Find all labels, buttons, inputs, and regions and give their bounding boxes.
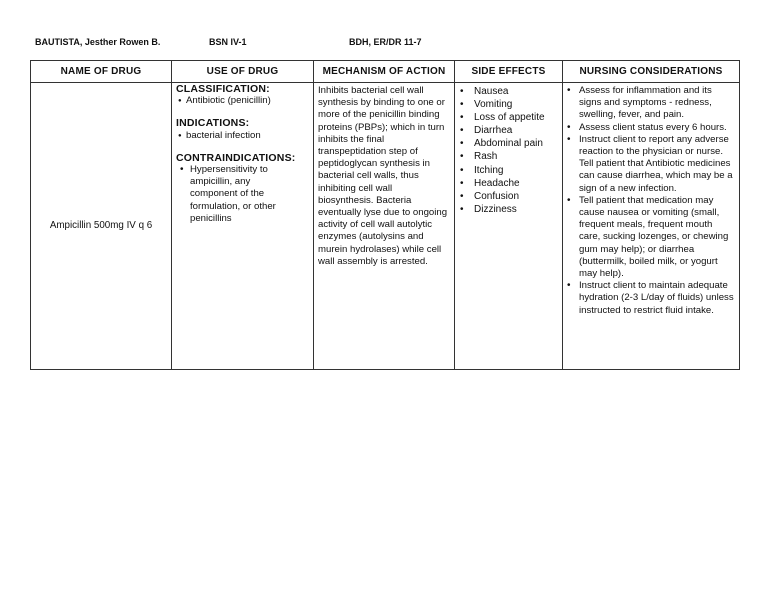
list-item: • Rash: [455, 150, 560, 163]
drug-study-table: [30, 60, 740, 370]
use-of-drug-cell: [172, 83, 314, 370]
side-effects-list: [455, 85, 560, 216]
list-item: • Itching: [455, 164, 560, 177]
list-item: • Headache: [455, 177, 560, 190]
hospital-unit: BDH, ER/DR 11-7: [349, 37, 422, 47]
list-item: • Loss of appetite: [455, 111, 560, 124]
list-item: • Vomiting: [455, 98, 560, 111]
drug-name-cell: [31, 83, 172, 370]
nursing-considerations-list: [565, 85, 735, 317]
list-item: • Dizziness: [455, 203, 560, 216]
list-item: • Confusion: [455, 190, 560, 203]
course-section: BSN IV-1: [209, 37, 247, 47]
list-item: • Instruct client to report any adverse reaction to the physician or nurse. Tell patient that Antibiotic medicines can cause diarrhea, which may be a sign of a new infection.: [565, 134, 735, 195]
mechanism-cell: [314, 83, 455, 370]
list-item: ● bacterial infection: [176, 130, 309, 142]
list-item: • Assess for inflammation and its signs and symptoms - redness, swelling, fever, and pain.: [565, 85, 735, 122]
col-header-use-of-drug: USE OF DRUG: [172, 61, 314, 83]
indications-list: [176, 130, 309, 142]
student-name: BAUTISTA, Jesther Rowen B.: [35, 37, 161, 47]
indications-label: INDICATIONS:: [176, 117, 250, 130]
mechanism-text: Inhibits bacterial cell wall synthesis by binding to one or more of the penicillin binding proteins (PBPs); which in turn inhibits the final transpeptidation step of peptidoglycan synthesis in bacterial cell walls, thus inhibiting cell wall biosynthesis. Bacteria eventually lyse due to ongoing activity of cell wall autolytic enzymes (autolysins and murein hydrolases) while cell wall assembly is arrested.: [318, 85, 448, 267]
list-item: • Assess client status every 6 hours.: [565, 122, 735, 134]
table-header-row: [31, 61, 740, 83]
classification-list: [176, 95, 309, 107]
list-item: • Hypersensitivity to ampicillin, any component of the formulation, or other penicillins: [176, 164, 309, 225]
side-effects-cell: [455, 83, 563, 370]
drug-name: Ampicillin 500mg IV q 6: [49, 219, 153, 231]
contraindications-list: [176, 164, 309, 225]
list-item: • Diarrhea: [455, 124, 560, 137]
list-item: • Abdominal pain: [455, 137, 560, 150]
col-header-name-of-drug: NAME OF DRUG: [31, 61, 172, 83]
col-header-nursing-considerations: NURSING CONSIDERATIONS: [563, 61, 740, 83]
list-item: • Nausea: [455, 85, 560, 98]
col-header-side-effects: SIDE EFFECTS: [455, 61, 563, 83]
table-row: [31, 83, 740, 370]
nursing-considerations-cell: [563, 83, 740, 370]
list-item: • Instruct client to maintain adequate hydration (2-3 L/day of fluids) unless instructed to restrict fluid intake.: [565, 280, 735, 317]
col-header-mechanism: MECHANISM OF ACTION: [314, 61, 455, 83]
contraindications-label: CONTRAINDICATIONS:: [176, 151, 296, 164]
classification-label: CLASSIFICATION:: [176, 83, 270, 95]
list-item: • Tell patient that medication may cause nausea or vomiting (small, frequent meals, frequent mouth care, sucking lozenges, or chewing gum may help); or diarrhea (buttermilk, boiled milk, or yogurt may help).: [565, 195, 735, 280]
list-item: ● Antibiotic (penicillin): [176, 95, 309, 107]
